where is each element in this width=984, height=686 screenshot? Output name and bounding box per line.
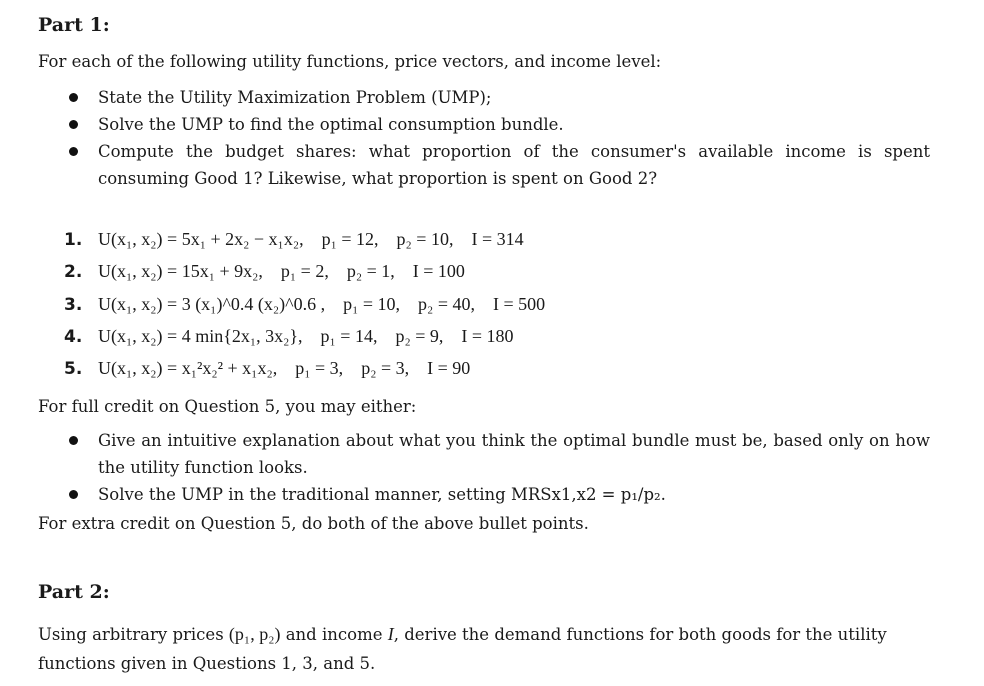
income: I = 314 — [471, 229, 524, 249]
question-formula — [98, 261, 465, 282]
question-formula — [98, 294, 545, 315]
price-1: p₁ = 10, — [343, 294, 401, 314]
bullet-intuitive-explanation: Give an intuitive explanation about what you think the optimal bundle must be, based only on how the utility function looks. — [98, 427, 930, 481]
price-1: p₁ = 2, — [280, 261, 329, 281]
price-1: p₁ = 3, — [295, 358, 344, 378]
price-2: p₂ = 3, — [361, 358, 410, 378]
price-2: p₂ = 10, — [396, 229, 454, 249]
q5-intro: For full credit on Question 5, you may either: — [38, 397, 417, 416]
question-number: 3. — [64, 295, 83, 315]
utility-function: U(x₁, x₂) = 3 (x₁)^0.4 (x₂)^0.6 , — [98, 294, 326, 314]
income: I = 100 — [412, 261, 465, 281]
price-2: p₂ = 40, — [418, 294, 475, 314]
price-1: p₁ = 12, — [321, 229, 379, 249]
utility-function: U(x₁, x₂) = 5x₁ + 2x₂ − x₁x₂, — [98, 229, 304, 249]
income: I = 90 — [427, 358, 471, 378]
question-number: 2. — [64, 262, 83, 282]
part2-text-c: , derive the demand functions for both goods for the utility functions given in Questions 1, 3, and 5. — [38, 625, 887, 673]
extra-credit-note: For extra credit on Question 5, do both of the above bullet points. — [38, 514, 589, 533]
prices-symbol: (p₁, p₂) — [228, 624, 281, 644]
question-formula — [98, 229, 524, 250]
question-formula — [98, 326, 514, 347]
price-2: p₂ = 1, — [346, 261, 395, 281]
utility-function: U(x₁, x₂) = 15x₁ + 9x₂, — [98, 261, 263, 281]
utility-function: U(x₁, x₂) = 4 min{2x₁, 3x₂}, — [98, 326, 303, 346]
price-1: p₁ = 14, — [320, 326, 378, 346]
question-number: 1. — [64, 230, 83, 250]
question-number: 5. — [64, 359, 83, 379]
bullet-budget-shares: Compute the budget shares: what proportion of the consumer's available income is spent consuming Good 1? Likewise, what proportion is spent on Good 2? — [98, 138, 930, 192]
income: I = 500 — [492, 294, 546, 314]
price-2: p₂ = 9, — [395, 326, 444, 346]
bullet-solve-mrs: Solve the UMP in the traditional manner, setting MRSx1,x2 = p₁/p₂. — [98, 481, 666, 508]
part2-text-b: and income — [285, 625, 383, 644]
question-formula — [98, 358, 470, 379]
income-symbol: I — [387, 624, 394, 644]
income: I = 180 — [461, 326, 514, 346]
part1-intro: For each of the following utility functions, price vectors, and income level: — [38, 52, 662, 71]
part1-heading: Part 1: — [38, 14, 110, 36]
part2-paragraph — [38, 620, 938, 678]
part2-text-a: Using arbitrary prices — [38, 625, 224, 644]
bullet-state-ump: State the Utility Maximization Problem (UMP); — [98, 84, 491, 111]
bullet-solve-ump: Solve the UMP to find the optimal consumption bundle. — [98, 111, 564, 138]
question-number: 4. — [64, 327, 83, 347]
part2-heading: Part 2: — [38, 581, 110, 603]
utility-function: U(x₁, x₂) = x₁²x₂² + x₁x₂, — [98, 358, 278, 378]
